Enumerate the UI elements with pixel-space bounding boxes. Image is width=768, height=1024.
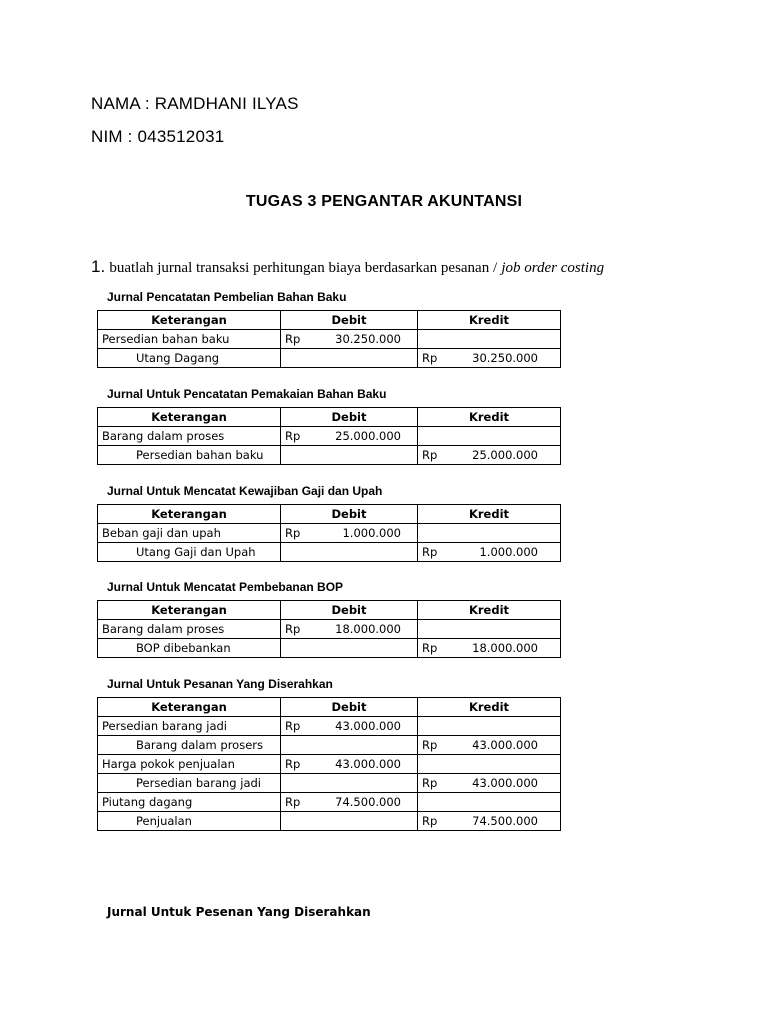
cell-keterangan: Utang Dagang bbox=[98, 349, 281, 368]
column-header-keterangan: Keterangan bbox=[98, 601, 281, 620]
debit-currency: Rp bbox=[285, 795, 301, 809]
student-nim: NIM : 043512031 bbox=[91, 127, 225, 146]
cell-debit bbox=[281, 755, 418, 774]
debit-amount: 43.000.000 bbox=[335, 719, 401, 733]
cell-kredit bbox=[418, 330, 561, 349]
journal-table bbox=[97, 310, 561, 368]
cell-keterangan: Harga pokok penjualan bbox=[98, 755, 281, 774]
table-row bbox=[98, 639, 561, 658]
document-title: TUGAS 3 PENGANTAR AKUNTANSI bbox=[245, 193, 523, 210]
table-row bbox=[98, 524, 561, 543]
column-header-debit: Debit bbox=[281, 698, 418, 717]
cell-keterangan: Persedian barang jadi bbox=[98, 717, 281, 736]
column-header-keterangan: Keterangan bbox=[98, 698, 281, 717]
journal-title: Jurnal Pencatatan Pembelian Bahan Baku bbox=[107, 290, 347, 304]
table-row bbox=[98, 620, 561, 639]
table-header-row bbox=[98, 601, 561, 620]
journal-table bbox=[97, 504, 561, 562]
cell-debit bbox=[281, 427, 418, 446]
column-header-debit: Debit bbox=[281, 311, 418, 330]
cell-kredit bbox=[418, 427, 561, 446]
cell-keterangan: Barang dalam proses bbox=[98, 620, 281, 639]
table-header-row bbox=[98, 698, 561, 717]
cell-keterangan: Beban gaji dan upah bbox=[98, 524, 281, 543]
debit-currency: Rp bbox=[285, 429, 301, 443]
cell-kredit bbox=[418, 543, 561, 562]
debit-amount: 43.000.000 bbox=[335, 757, 401, 771]
table-row bbox=[98, 717, 561, 736]
cell-kredit bbox=[418, 793, 561, 812]
column-header-kredit: Kredit bbox=[418, 698, 561, 717]
cell-debit bbox=[281, 620, 418, 639]
table-row bbox=[98, 793, 561, 812]
table-header-row bbox=[98, 505, 561, 524]
column-header-keterangan: Keterangan bbox=[98, 311, 281, 330]
journal-table bbox=[97, 407, 561, 465]
journal-block bbox=[97, 677, 560, 831]
cell-kredit bbox=[418, 736, 561, 755]
kredit-currency: Rp bbox=[422, 545, 438, 559]
debit-currency: Rp bbox=[285, 719, 301, 733]
kredit-currency: Rp bbox=[422, 641, 438, 655]
cell-kredit bbox=[418, 620, 561, 639]
question-number: 1. bbox=[91, 257, 106, 276]
kredit-amount: 18.000.000 bbox=[472, 641, 538, 655]
column-header-kredit: Kredit bbox=[418, 408, 561, 427]
column-header-keterangan: Keterangan bbox=[98, 408, 281, 427]
cell-keterangan: Utang Gaji dan Upah bbox=[98, 543, 281, 562]
cell-debit bbox=[281, 717, 418, 736]
journal-title: Jurnal Untuk Mencatat Kewajiban Gaji dan Upah bbox=[107, 484, 383, 498]
table-row bbox=[98, 736, 561, 755]
column-header-debit: Debit bbox=[281, 408, 418, 427]
table-row bbox=[98, 543, 561, 562]
cell-keterangan: BOP dibebankan bbox=[98, 639, 281, 658]
journal-block bbox=[97, 580, 560, 658]
cell-keterangan: Barang dalam prosers bbox=[98, 736, 281, 755]
table-header-row bbox=[98, 311, 561, 330]
cell-debit bbox=[281, 330, 418, 349]
cell-kredit bbox=[418, 639, 561, 658]
cell-keterangan: Persedian bahan baku bbox=[98, 330, 281, 349]
column-header-keterangan: Keterangan bbox=[98, 505, 281, 524]
debit-currency: Rp bbox=[285, 526, 301, 540]
kredit-currency: Rp bbox=[422, 351, 438, 365]
cell-kredit bbox=[418, 717, 561, 736]
journal-title: Jurnal Untuk Pesanan Yang Diserahkan bbox=[107, 677, 333, 691]
cell-debit bbox=[281, 446, 418, 465]
table-row bbox=[98, 774, 561, 793]
cell-kredit bbox=[418, 755, 561, 774]
journal-title: Jurnal Untuk Mencatat Pembebanan BOP bbox=[107, 580, 344, 594]
cell-keterangan: Penjualan bbox=[98, 812, 281, 831]
debit-amount: 25.000.000 bbox=[335, 429, 401, 443]
cell-debit bbox=[281, 349, 418, 368]
kredit-currency: Rp bbox=[422, 448, 438, 462]
cell-keterangan: Persedian barang jadi bbox=[98, 774, 281, 793]
journal-title: Jurnal Untuk Pencatatan Pemakaian Bahan Baku bbox=[107, 387, 387, 401]
cell-keterangan: Piutang dagang bbox=[98, 793, 281, 812]
debit-amount: 74.500.000 bbox=[335, 795, 401, 809]
table-row bbox=[98, 427, 561, 446]
kredit-amount: 74.500.000 bbox=[472, 814, 538, 828]
cell-debit bbox=[281, 774, 418, 793]
column-header-kredit: Kredit bbox=[418, 601, 561, 620]
debit-currency: Rp bbox=[285, 332, 301, 346]
cell-kredit bbox=[418, 446, 561, 465]
cell-debit bbox=[281, 639, 418, 658]
student-name: NAMA : RAMDHANI ILYAS bbox=[91, 94, 299, 113]
debit-currency: Rp bbox=[285, 757, 301, 771]
cell-debit bbox=[281, 736, 418, 755]
cell-debit bbox=[281, 543, 418, 562]
kredit-amount: 25.000.000 bbox=[472, 448, 538, 462]
kredit-amount: 1.000.000 bbox=[479, 545, 538, 559]
kredit-currency: Rp bbox=[422, 776, 438, 790]
column-header-debit: Debit bbox=[281, 505, 418, 524]
journal-table bbox=[97, 600, 561, 658]
cell-debit bbox=[281, 524, 418, 543]
cell-keterangan: Barang dalam proses bbox=[98, 427, 281, 446]
cell-kredit bbox=[418, 774, 561, 793]
debit-amount: 30.250.000 bbox=[335, 332, 401, 346]
column-header-kredit: Kredit bbox=[418, 311, 561, 330]
table-row bbox=[98, 446, 561, 465]
table-row bbox=[98, 330, 561, 349]
debit-amount: 18.000.000 bbox=[335, 622, 401, 636]
kredit-amount: 30.250.000 bbox=[472, 351, 538, 365]
cell-keterangan: Persedian bahan baku bbox=[98, 446, 281, 465]
table-row bbox=[98, 349, 561, 368]
cell-kredit bbox=[418, 812, 561, 831]
question-1 bbox=[91, 257, 604, 277]
kredit-amount: 43.000.000 bbox=[472, 776, 538, 790]
journal-title-trailing: Jurnal Untuk Pesenan Yang Diserahkan bbox=[107, 905, 371, 919]
kredit-amount: 43.000.000 bbox=[472, 738, 538, 752]
cell-kredit bbox=[418, 349, 561, 368]
column-header-debit: Debit bbox=[281, 601, 418, 620]
kredit-currency: Rp bbox=[422, 814, 438, 828]
table-row bbox=[98, 812, 561, 831]
table-row bbox=[98, 755, 561, 774]
journal-table bbox=[97, 697, 561, 831]
debit-currency: Rp bbox=[285, 622, 301, 636]
question-text: buatlah jurnal transaksi perhitungan biaya berdasarkan pesanan / bbox=[109, 260, 498, 276]
journal-block bbox=[97, 484, 560, 562]
column-header-kredit: Kredit bbox=[418, 505, 561, 524]
debit-amount: 1.000.000 bbox=[342, 526, 401, 540]
question-text-italic: job order costing bbox=[501, 260, 605, 276]
kredit-currency: Rp bbox=[422, 738, 438, 752]
cell-debit bbox=[281, 812, 418, 831]
cell-debit bbox=[281, 793, 418, 812]
table-header-row bbox=[98, 408, 561, 427]
cell-kredit bbox=[418, 524, 561, 543]
journal-block bbox=[97, 290, 560, 368]
journal-block bbox=[97, 387, 560, 465]
